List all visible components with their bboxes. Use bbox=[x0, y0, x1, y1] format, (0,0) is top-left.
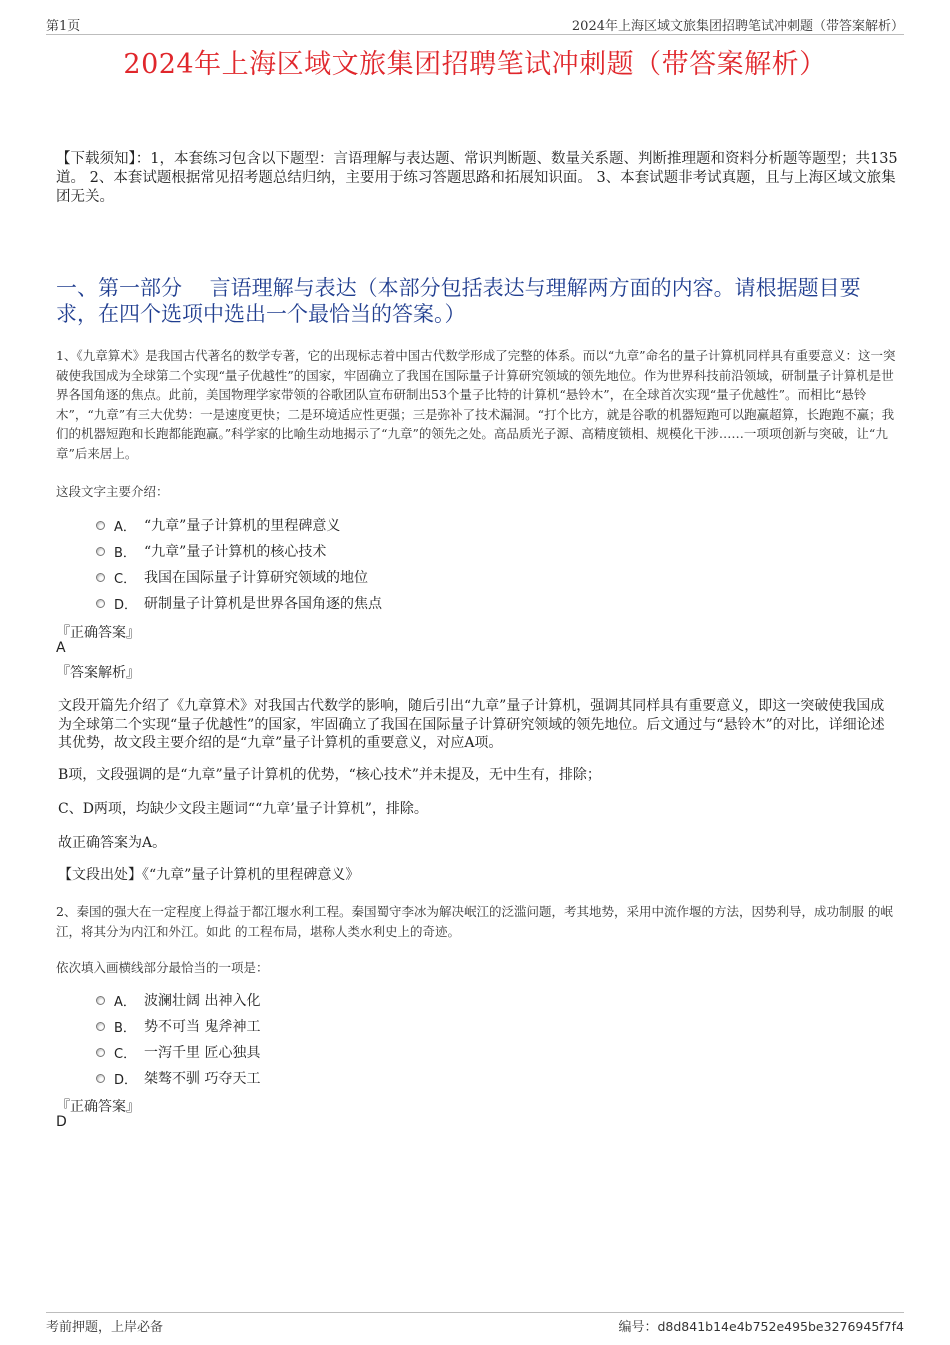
option-c[interactable] bbox=[96, 564, 382, 590]
page-footer bbox=[46, 1312, 904, 1335]
answer-label: 『正确答案』 bbox=[56, 1099, 140, 1115]
source-note: 【文段出处】《“九章”量子计算机的里程碑意义》 bbox=[58, 867, 360, 883]
radio-icon[interactable] bbox=[96, 547, 105, 556]
download-notice: 【下载须知】：1，本套练习包含以下题型：言语理解与表达题、常识判断题、数量关系题、判断推理题和资料分析题等题型；共135道。 2、本套试题根据常见招考题总结归纳，主要用于练习答题思路和拓展知识面。 3、本套试题非考试真题，且与上海区域文旅集团无关。 bbox=[56, 151, 898, 205]
answer-label: 『正确答案』 bbox=[56, 625, 140, 641]
option-d[interactable] bbox=[96, 590, 382, 616]
option-letter: C． bbox=[114, 1046, 137, 1062]
radio-icon[interactable] bbox=[96, 1048, 105, 1057]
footer-slogan: 考前押题，上岸必备 bbox=[46, 1320, 164, 1335]
document-code bbox=[618, 1316, 904, 1335]
document-title: 2024年上海区域文旅集团招聘笔试冲刺题（带答案解析） bbox=[123, 49, 827, 80]
question-1-text: 1、《九章算术》是我国古代著名的数学专著，它的出现标志着中国古代数学形成了完整的体系。而以“九章”命名的量子计算机同样具有重要意义：这一突破使我国成为全球第二个实现“量子优越性”的国家，牢固确立了我国在国际量子计算研究领域的领先地位。作为世界科技前沿领域，研制量子计算机是世界各国角逐的焦点。此前，美国物理学家带领的谷歌团队宣布研制出53个量子比特的计算机“悬铃木”，在全球首次实现“量子优越性”。而相比“悬铃木”，“九章”有三大优势：一是速度更快；二是环境适应性更强；三是弥补了技术漏洞。“打个比方，就是谷歌的机器短跑可以跑赢超算，长跑跑不赢；我们的机器短跑和长跑都能跑赢。”科学家的比喻生动地揭示了“九章”的领先之处。高品质光子源、高精度锁相、规模化干涉……一项项创新与突破，让“九章”后来居上。 bbox=[56, 348, 896, 461]
analysis-paragraph: 文段开篇先介绍了《九章算术》对我国古代数学的影响，随后引出“九章”量子计算机，强调其同样具有重要意义，即这一突破使我国成为全球第二个实现“量子优越性”的国家，牢固确立了我国在国际量子计算研究领域的领先地位。后文通过与“悬铃木”的对比，详细论述其优势，故文段主要介绍的是“九章”量子计算机的重要意义，对应A项。 bbox=[58, 698, 885, 751]
option-letter: B． bbox=[114, 545, 136, 561]
analysis-paragraph: C、D两项，均缺少文段主题词““九章’量子计算机”，排除。 bbox=[58, 801, 428, 817]
option-letter: A． bbox=[114, 519, 136, 535]
code-label: 编号： bbox=[618, 1320, 658, 1335]
option-letter: D． bbox=[114, 1072, 138, 1088]
question-2-text: 2、秦国的强大在一定程度上得益于都江堰水利工程。秦国蜀守李冰为解决岷江的泛滥问题，考其地势，采用中流作堰的方法，因势利导，成功制服 的岷江，将其分为内江和外江。如此 的工程布局，堪称人类水利史上的奇迹。 bbox=[56, 904, 893, 939]
section-title: 一、第一部分 言语理解与表达（本部分包括表达与理解两方面的内容。请根据题目要求，在四个选项中选出一个最恰当的答案。） bbox=[56, 276, 861, 326]
page-number: 第1页 bbox=[46, 18, 81, 34]
analysis-paragraph: 故正确答案为A。 bbox=[58, 835, 167, 851]
option-a[interactable] bbox=[96, 987, 260, 1013]
header-doc-title: 2024年上海区域文旅集团招聘笔试冲刺题（带答案解析） bbox=[571, 18, 904, 34]
radio-icon[interactable] bbox=[96, 599, 105, 608]
option-d[interactable] bbox=[96, 1065, 260, 1091]
correct-answer: D bbox=[56, 1114, 67, 1130]
analysis-paragraph: B项，文段强调的是“九章”量子计算机的优势，“核心技术”并未提及，无中生有，排除； bbox=[58, 767, 601, 783]
code-value: d8d841b14e4b752e495be3276945f7f4 bbox=[657, 1319, 904, 1334]
radio-icon[interactable] bbox=[96, 1022, 105, 1031]
option-b[interactable] bbox=[96, 1013, 260, 1039]
question-1-prompt: 这段文字主要介绍： bbox=[56, 484, 169, 499]
question-1-options bbox=[96, 512, 382, 616]
option-letter: C． bbox=[114, 571, 137, 587]
option-text: “九章”量子计算机的核心技术 bbox=[144, 544, 327, 560]
radio-icon[interactable] bbox=[96, 573, 105, 582]
option-c[interactable] bbox=[96, 1039, 260, 1065]
option-text: 研制量子计算机是世界各国角逐的焦点 bbox=[144, 596, 382, 612]
question-2-prompt: 依次填入画横线部分最恰当的一项是： bbox=[56, 960, 269, 975]
option-letter: A． bbox=[114, 994, 136, 1010]
option-text: 势不可当 鬼斧神工 bbox=[144, 1019, 261, 1035]
option-text: 一泻千里 匠心独具 bbox=[144, 1045, 261, 1061]
option-a[interactable] bbox=[96, 512, 382, 538]
page-header bbox=[46, 14, 904, 35]
option-letter: D． bbox=[114, 597, 138, 613]
radio-icon[interactable] bbox=[96, 1074, 105, 1083]
analysis-label: 『答案解析』 bbox=[56, 665, 140, 681]
radio-icon[interactable] bbox=[96, 996, 105, 1005]
question-2-options bbox=[96, 987, 260, 1091]
option-letter: B． bbox=[114, 1020, 136, 1036]
option-text: 波澜壮阔 出神入化 bbox=[144, 993, 261, 1009]
option-text: “九章”量子计算机的里程碑意义 bbox=[144, 518, 341, 534]
correct-answer: A bbox=[56, 640, 66, 656]
option-text: 桀骜不驯 巧夺天工 bbox=[144, 1071, 261, 1087]
option-b[interactable] bbox=[96, 538, 382, 564]
radio-icon[interactable] bbox=[96, 521, 105, 530]
option-text: 我国在国际量子计算研究领域的地位 bbox=[144, 570, 368, 586]
